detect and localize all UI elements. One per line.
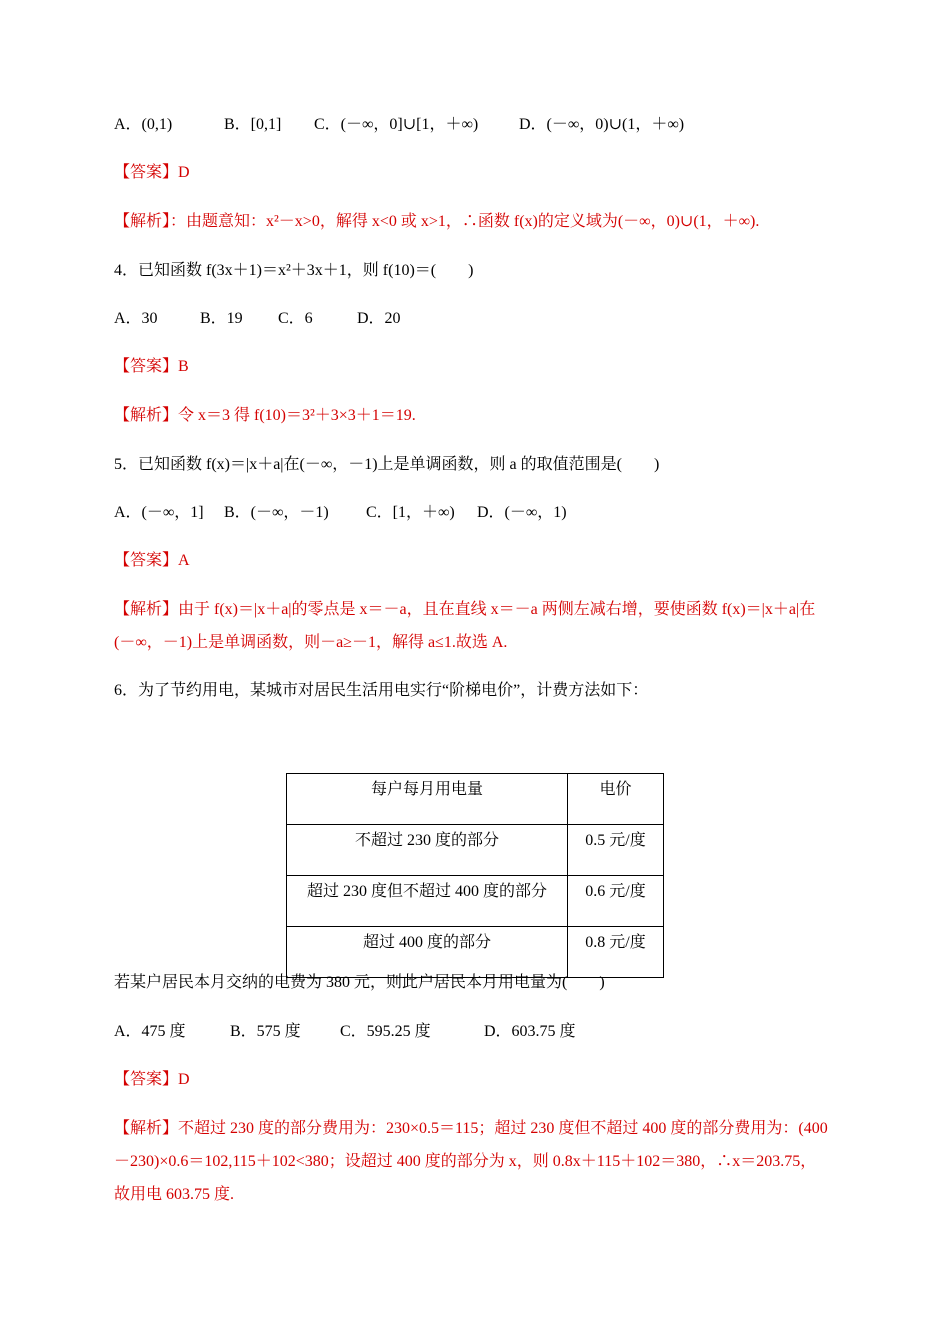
q5-question: 5．已知函数 f(x)＝|x＋a|在(－∞，－1)上是单调函数，则 a 的取值范围是( )	[114, 456, 660, 473]
q6-explanation-line3: 故用电 603.75 度.	[114, 1186, 235, 1203]
q5-option-b: B．(－∞，－1)	[224, 504, 329, 521]
q4-option-d: D．20	[357, 310, 401, 327]
q5-explanation-line2: (－∞，－1)上是单调函数，则－a≥－1，解得 a≤1.故选 A.	[114, 634, 508, 651]
price-table	[286, 773, 664, 978]
table-row	[287, 825, 664, 876]
q3-option-c: C．(－∞，0]∪[1，＋∞)	[314, 116, 479, 133]
q6-options	[114, 1021, 576, 1043]
table-header-row	[287, 774, 664, 825]
q5-explanation-line1: 【解析】由于 f(x)＝|x＋a|的零点是 x＝－a，且在直线 x＝－a 两侧左减右增，要使函数 f(x)＝|x＋a|在	[114, 601, 816, 618]
q4-answer: 【答案】B	[114, 358, 189, 375]
q3-option-a: A．(0,1)	[114, 116, 173, 133]
q5-option-d: D．(－∞，1)	[477, 504, 567, 521]
q4-options	[114, 308, 401, 330]
header-price: 电价	[568, 774, 664, 825]
q3-option-b: B．[0,1]	[224, 116, 282, 133]
q4-option-a: A．30	[114, 310, 158, 327]
q4-option-b: B．19	[200, 310, 243, 327]
table-cell: 超过 400 度的部分	[287, 927, 568, 978]
q5-option-c: C．[1，＋∞)	[366, 504, 455, 521]
q4-option-c: C．6	[278, 310, 313, 327]
q6-question: 6．为了节约用电，某城市对居民生活用电实行“阶梯电价”，计费方法如下：	[114, 682, 649, 699]
q3-explanation: 【解析】：由题意知：x²－x>0，解得 x<0 或 x>1，∴函数 f(x)的定义域为(－∞，0)∪(1，＋∞).	[114, 213, 760, 230]
q3-options	[114, 114, 684, 136]
q3-answer: 【答案】D	[114, 164, 190, 181]
q6-option-b: B．575 度	[230, 1023, 301, 1040]
q5-option-a: A．(－∞，1]	[114, 504, 204, 521]
q5-answer: 【答案】A	[114, 552, 190, 569]
q6-option-d: D．603.75 度	[484, 1023, 576, 1040]
q3-option-d: D．(－∞，0)∪(1，＋∞)	[519, 116, 685, 133]
table-row	[287, 927, 664, 978]
table-cell: 0.8 元/度	[568, 927, 664, 978]
table-row	[287, 876, 664, 927]
q5-options	[114, 502, 567, 524]
table-cell: 0.6 元/度	[568, 876, 664, 927]
q6-option-c: C．595.25 度	[340, 1023, 431, 1040]
q6-option-a: A．475 度	[114, 1023, 186, 1040]
q6-explanation-line1: 【解析】不超过 230 度的部分费用为：230×0.5＝115；超过 230 度但不超过 400 度的部分费用为：(400	[114, 1120, 828, 1137]
q4-explanation: 【解析】令 x＝3 得 f(10)＝3²＋3×3＋1＝19.	[114, 407, 416, 424]
q6-explanation-line2: －230)×0.6＝102,115＋102<380；设超过 400 度的部分为 x，则 0.8x＋115＋102＝380，∴x＝203.75，	[114, 1153, 817, 1170]
header-usage: 每户每月用电量	[287, 774, 568, 825]
table-cell: 不超过 230 度的部分	[287, 825, 568, 876]
q6-question2: 若某户居民本月交纳的电费为 380 元，则此户居民本月用电量为( )	[114, 974, 605, 991]
table-cell: 0.5 元/度	[568, 825, 664, 876]
q4-question: 4．已知函数 f(3x＋1)＝x²＋3x＋1，则 f(10)＝( )	[114, 262, 474, 279]
q6-answer: 【答案】D	[114, 1071, 190, 1088]
table-cell: 超过 230 度但不超过 400 度的部分	[287, 876, 568, 927]
